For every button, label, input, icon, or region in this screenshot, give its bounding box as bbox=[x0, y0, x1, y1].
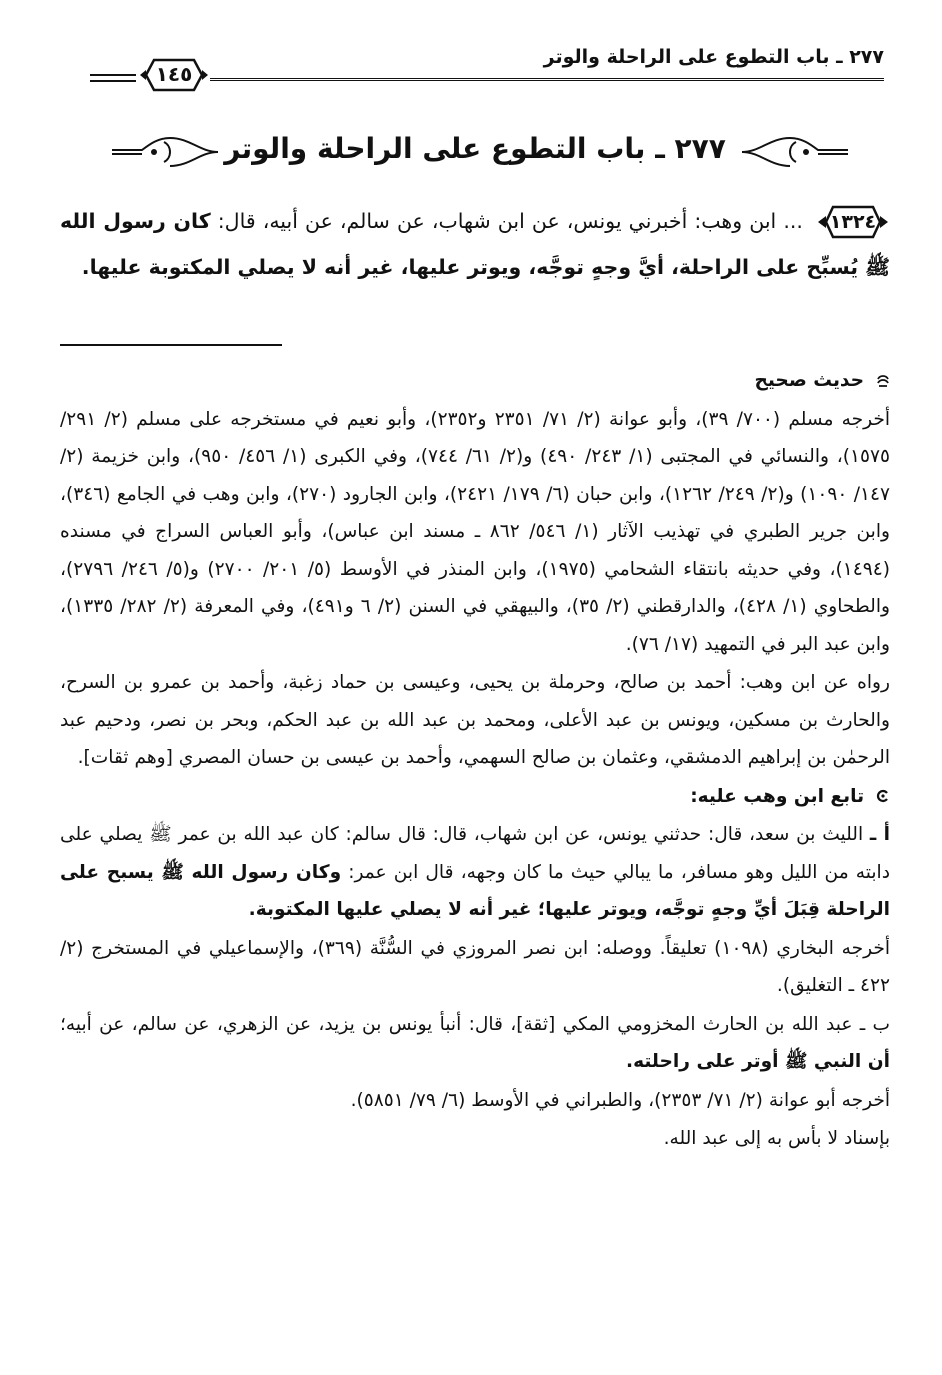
footnote-separator bbox=[60, 344, 282, 346]
route-a-takhrij: أخرجه البخاري (١٠٩٨) تعليقاً. ووصله: ابن نصر المروزي في السُّنَّة (٣٦٩)، والإسماعيلي في المستخرج (٢/ ٤٢٢ ـ التغليق). bbox=[60, 937, 890, 996]
route-b-takhrij: أخرجه أبو عوانة (٢/ ٧١/ ٢٣٥٣)، والطبراني في الأوسط (٦/ ٧٩/ ٥٨٥١). bbox=[350, 1089, 890, 1111]
route-b-text: ب ـ عبد الله بن الحارث المخزومي المكي [ثقة]، قال: أنبأ يونس بن يزيد، عن الزهري، عن سالم، عن أبيه؛ bbox=[60, 1013, 890, 1035]
chapter-heading bbox=[170, 124, 780, 180]
header-rule bbox=[210, 78, 884, 84]
hadith-number-badge bbox=[816, 204, 890, 240]
hadith-matn: كان رسول الله ﷺ يُسبِّح على الراحلة، أيَّ وجهٍ توجَّه، ويوتر عليها، غير أنه لا يصلي المكتوبة عليها. bbox=[60, 209, 890, 279]
takhrij-paragraph-1: أخرجه مسلم (٧٠٠/ ٣٩)، وأبو عوانة (٢/ ٧١/ ٢٣٥١ و٢٣٥٢)، وأبو نعيم في مستخرجه على مسلم (٢/ ٢٩١/ ١٥٧٥)، والنسائي في المجتبى (١/ ٢٤٣/ ٤٩٠) و(٢/ ٦١/ ٧٤٤)، وفي الكبرى (١/ ٤٥٦/ ٩٥٠)، وابن خزيمة (٢/ ١٤٧/ ١٠٩٠) و(٢/ ٢٤٩/ ١٢٦٢)، وابن حبان (٦/ ١٧٩/ ٢٤٢١)، وابن الجارود (٢٧٠)، وابن وهب في الجامع (٣٤٦)، وابن جرير الطبري في تهذيب الآثار (١/ ٥٤٦/ ٨٦٢ ـ مسند ابن عباس)، وأبو العباس السراج في مسنده (١٤٩٤)، وفي حديثه بانتقاء الشحامي (١٩٧٥)، وابن المنذر في الأوسط (٥/ ٢٠١/ ٢٧٠٠) و(٥/ ٢٤٦/ ٢٧٩٦)، والطحاوي (١/ ٤٢٨)، والدارقطني (٢/ ٣٥)، والبيهقي في السنن (٢/ ٦ و٤٩١)، وفي المعرفة (٢/ ٢٨٢/ ١٣٣٥)، وابن عبد البر في التمهيد (١٧/ ٧٦). bbox=[60, 408, 890, 655]
header-rule-left-top bbox=[90, 74, 136, 76]
grading-bullet-icon bbox=[876, 374, 890, 388]
chapter-title: ٢٧٧ ـ باب التطوع على الراحلة والوتر bbox=[224, 132, 726, 165]
hadith-isnad: ... ابن وهب: أخبرني يونس، عن ابن شهاب، عن سالم، عن أبيه، قال: bbox=[217, 209, 803, 233]
running-title: ٢٧٧ ـ باب التطوع على الراحلة والوتر bbox=[543, 46, 884, 68]
route-a-text: الليث بن سعد، قال: حدثني يونس، عن ابن شهاب، قال: قال سالم: كان عبد الله بن عمر ﷺ يصلي على دابته من الليل وهو مسافر، ما يبالي حيث ما كان وجهه، قال ابن عمر: bbox=[60, 824, 891, 883]
follow-bullet-icon bbox=[876, 789, 890, 803]
narrators-paragraph: رواه عن ابن وهب: أحمد بن صالح، وحرملة بن يحيى، وعيسى بن حماد زغبة، وأحمد بن عمرو بن السرح، والحارث بن مسكين، ويونس بن عبد الأعلى، ومحمد بن عبد الله بن عبد الحكم، وبحر بن نصر، ودحيم عبد الرحمٰن بن إبراهيم الدمشقي، وعثمان بن صالح السهمي، وأحمد بن عيسى بن حسان المصري [وهم ثقات]. bbox=[60, 672, 890, 768]
route-a-matn: وكان رسول الله ﷺ يسبح على الراحلة قِبَلَ أيِّ وجهٍ توجَّه، ويوتر عليها؛ غير أنه لا يصلي عليها المكتوبة. bbox=[60, 861, 890, 920]
route-b-matn: أن النبي ﷺ أوتر على راحلته. bbox=[626, 1051, 890, 1072]
page-number-frame bbox=[138, 56, 210, 94]
book-page bbox=[60, 0, 890, 1375]
hadith-block bbox=[60, 198, 890, 290]
heading-ornament-left-icon bbox=[110, 130, 220, 174]
hadith-number: ١٣٢٤ bbox=[829, 211, 877, 233]
closing-note: بإسناد لا بأس به إلى عبد الله. bbox=[663, 1128, 890, 1149]
page-number: ١٤٥ bbox=[155, 62, 193, 86]
running-header bbox=[60, 46, 890, 86]
grading-label: حديث صحيح bbox=[754, 370, 865, 391]
follow-label: تابع ابن وهب عليه: bbox=[690, 785, 865, 807]
takhrij-section bbox=[60, 362, 890, 1159]
header-rule-left-bottom bbox=[90, 80, 136, 82]
route-a-prefix: أ ـ bbox=[869, 824, 890, 845]
